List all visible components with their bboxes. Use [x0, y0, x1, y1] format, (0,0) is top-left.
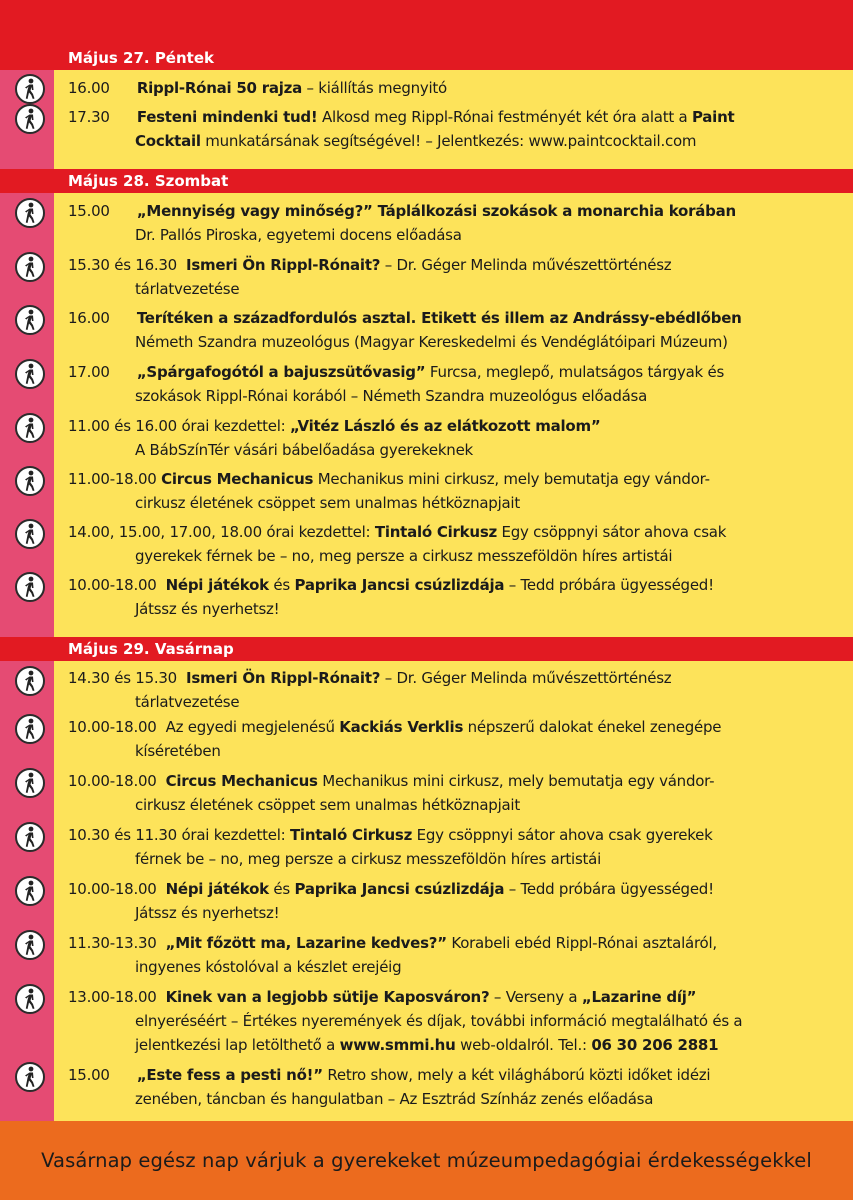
walking-person-glyph [20, 880, 40, 902]
event-item: 10.00-18.00 Circus Mechanicus Mechanikus mini cirkusz, mely bemutatja egy vándor- cirkusz életének csöppet sem unalmas hétköznapjait [68, 772, 715, 814]
walking-person-icon [15, 1062, 45, 1092]
walking-person-icon [15, 666, 45, 696]
walking-person-glyph [20, 772, 40, 794]
walking-person-glyph [20, 363, 40, 385]
event-item: 10.00-18.00 Népi játékok és Paprika Jancsi csúzlizdája – Tedd próbára ügyességed! Játssz és nyerhetsz! [68, 880, 714, 922]
walking-person-icon [15, 876, 45, 906]
event-item: 16.00 Terítéken a századfordulós asztal. Etikett és illem az Andrássy-ebédlőben Németh Szandra muzeológus (Magyar Kereskedelmi és Vendéglátóipari Múzeum) [68, 309, 742, 351]
event-item: 11.00 és 16.00 órai kezdettel: „Vitéz László és az elátkozott malom” A BábSzínTér vásári bábelőadása gyerekeknek [68, 417, 601, 459]
walking-person-icon [15, 305, 45, 335]
walking-person-icon [15, 198, 45, 228]
event-item: 13.00-18.00 Kinek van a legjobb sütije Kaposváron? – Verseny a „Lazarine díj” elnyeréséért – Értékes nyeremények és díjak, további információ megtalálható és a jelentkezési lap letölthető a www.smmi.hu web-oldalról. Tel.: 06 30 206 2881 [68, 988, 743, 1054]
event-item: 15.30 és 16.30 Ismeri Ön Rippl-Rónait? – Dr. Géger Melinda művészettörténész tárlatvezetése [68, 256, 672, 298]
walking-person-glyph [20, 670, 40, 692]
walking-person-glyph [20, 934, 40, 956]
walking-person-glyph [20, 988, 40, 1010]
top-band [0, 0, 853, 48]
walking-person-icon [15, 714, 45, 744]
walking-person-icon [15, 104, 45, 134]
walking-person-glyph [20, 256, 40, 278]
walking-person-icon [15, 359, 45, 389]
walking-person-icon [15, 768, 45, 798]
event-item: 14.30 és 15.30 Ismeri Ön Rippl-Rónait? – Dr. Géger Melinda művészettörténész tárlatvezetése [68, 669, 672, 711]
day-header-saturday: Május 28. Szombat [0, 169, 853, 193]
walking-person-glyph [20, 470, 40, 492]
event-item: 10.00-18.00 Az egyedi megjelenésű Kackiás Verklis népszerű dalokat énekel zenegépe kíséretében [68, 718, 722, 760]
event-item: 15.00 „Este fess a pesti nő!” Retro show, mely a két világháború közti időket idézi zenében, táncban és hangulatban – Az Esztrád Színház zenés előadása [68, 1066, 711, 1108]
day-header-sunday: Május 29. Vasárnap [0, 637, 853, 661]
walking-person-glyph [20, 202, 40, 224]
walking-person-icon [15, 252, 45, 282]
walking-person-icon [15, 519, 45, 549]
event-item: 16.00 Rippl-Rónai 50 rajza – kiállítás megnyitó [68, 79, 447, 97]
walking-person-glyph [20, 309, 40, 331]
event-item: 17.30 Festeni mindenki tud! Alkosd meg Rippl-Rónai festményét két óra alatt a Paint Cocktail munkatársának segítségével! – Jelentkezés: www.paintcocktail.com [68, 108, 735, 150]
footer-banner: Vasárnap egész nap várjuk a gyerekeket múzeumpedagógiai érdekességekkel [0, 1121, 853, 1200]
walking-person-glyph [20, 417, 40, 439]
walking-person-icon [15, 822, 45, 852]
event-item: 15.00 „Mennyiség vagy minőség?” Táplálkozási szokások a monarchia korában Dr. Pallós Piroska, egyetemi docens előadása [68, 202, 736, 244]
walking-person-glyph [20, 718, 40, 740]
event-item: 10.30 és 11.30 órai kezdettel: Tintaló Cirkusz Egy csöppnyi sátor ahova csak gyerekek férnek be – no, meg persze a cirkusz messzeföldön híres artistái [68, 826, 713, 868]
event-item: 11.30-13.30 „Mit főzött ma, Lazarine kedves?” Korabeli ebéd Rippl-Rónai asztaláról, ingyenes kóstolóval a készlet erejéig [68, 934, 717, 976]
walking-person-glyph [20, 1066, 40, 1088]
walking-person-icon [15, 572, 45, 602]
walking-person-glyph [20, 826, 40, 848]
walking-person-glyph [20, 523, 40, 545]
walking-person-icon [15, 74, 45, 104]
walking-person-icon [15, 984, 45, 1014]
event-item: 11.00-18.00 Circus Mechanicus Mechanikus mini cirkusz, mely bemutatja egy vándor- cirkusz életének csöppet sem unalmas hétköznapjait [68, 470, 710, 512]
event-item: 17.00 „Spárgafogótól a bajuszsütővasig” Furcsa, meglepő, mulatságos tárgyak és szokások Rippl-Rónai korából – Németh Szandra muzeológus előadása [68, 363, 725, 405]
walking-person-glyph [20, 78, 40, 100]
event-item: 14.00, 15.00, 17.00, 18.00 órai kezdettel: Tintaló Cirkusz Egy csöppnyi sátor ahova csak gyerekek férnek be – no, meg persze a cirkusz messzeföldön híres artistái [68, 523, 727, 565]
walking-person-icon [15, 466, 45, 496]
walking-person-glyph [20, 108, 40, 130]
walking-person-icon [15, 413, 45, 443]
walking-person-glyph [20, 576, 40, 598]
event-item: 10.00-18.00 Népi játékok és Paprika Jancsi csúzlizdája – Tedd próbára ügyességed! Játssz és nyerhetsz! [68, 576, 714, 618]
day-header-friday: Május 27. Péntek [0, 46, 853, 70]
walking-person-icon [15, 930, 45, 960]
